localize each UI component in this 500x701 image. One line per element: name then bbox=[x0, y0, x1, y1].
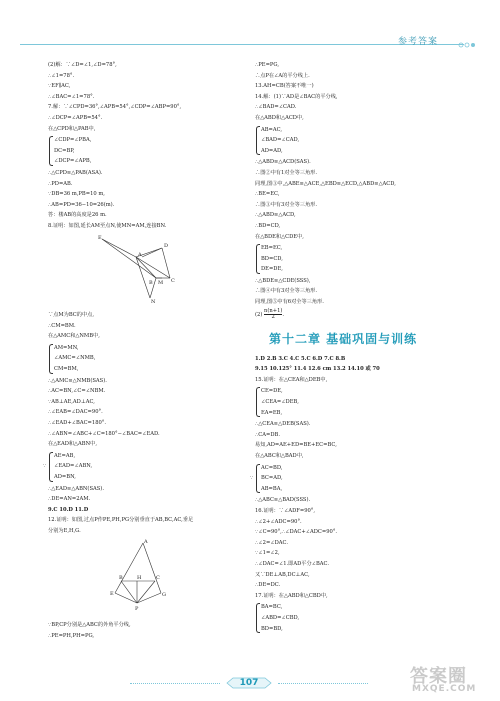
brace-line: ∠EAD=∠ABN, bbox=[54, 463, 93, 470]
brace-line: BA=BC, bbox=[261, 604, 283, 611]
brace-group bbox=[255, 386, 470, 418]
brace-group bbox=[48, 135, 243, 167]
text-line: ∴△AMC≌△NMB(SAS). bbox=[48, 377, 107, 384]
text-line: 同理,图③中,△ABE≌△ACE,△EBD≌△ECD,△ABD≌△ACD, bbox=[255, 180, 396, 187]
fig2-label: E bbox=[110, 590, 114, 597]
brace-line: ∠CEA=∠DEB, bbox=[261, 399, 299, 406]
brace-group bbox=[255, 125, 470, 157]
chapter-title: 第十二章 基础巩固与训练 bbox=[269, 331, 418, 346]
answers-9-11: 9.C 10.D 11.D bbox=[48, 506, 89, 513]
text-line: 7.解：∵∠CPD=36°,∠APB=54°,∠CDP=∠ABP=90°, bbox=[48, 104, 182, 111]
page-number-badge bbox=[225, 676, 273, 690]
brace-line: AE=AB, bbox=[54, 452, 76, 459]
text-line: 在△CPD和△PAB中, bbox=[48, 125, 96, 132]
fig1-label: E bbox=[98, 234, 102, 241]
brace-line: AD=BN, bbox=[54, 474, 76, 480]
brace-line: AB=BA, bbox=[261, 485, 283, 492]
watermark-logo: 答案圈 bbox=[410, 666, 467, 687]
text-line: ∴△ABD≌△ACD, bbox=[255, 212, 296, 219]
geometry-figure-2 bbox=[93, 539, 173, 614]
text-line: 17.证明：在△ABD和△CBD中, bbox=[255, 592, 328, 599]
text-line: ∴AC=BN,∠C=∠NBM. bbox=[48, 388, 106, 395]
text-line: ∴BD=CD, bbox=[255, 222, 281, 229]
text-line: 16.证明：∵∠ADF=90°, bbox=[255, 507, 316, 514]
text-line: ∴∠2+∠ADC=90°. bbox=[255, 518, 302, 525]
brace-line: EB=EC, bbox=[261, 245, 283, 252]
text-line: ∴PE=PH,PH=PG, bbox=[48, 632, 95, 639]
left-column bbox=[43, 60, 243, 641]
text-line: ∴AB=PD=36−10=26(m). bbox=[48, 201, 115, 208]
fig2-label: C bbox=[156, 574, 160, 581]
text-line: ∴PD=AB. bbox=[48, 180, 73, 187]
text-line: ∴∠BAD=∠CAD. bbox=[255, 104, 297, 111]
text-line: ∴∠DCP=∠APB=54°. bbox=[48, 114, 103, 121]
fig1-label: C bbox=[171, 277, 175, 284]
text-line: ∴CA=DB. bbox=[255, 431, 280, 438]
fig1-label: N bbox=[151, 298, 156, 304]
text-line: ∴∠2=∠DAC. bbox=[255, 539, 288, 546]
answers-line: 9.15 10.125° 11.4 12.6 cm 13.2 14.10 或 70 bbox=[255, 366, 380, 373]
geometry-figure-1 bbox=[98, 234, 178, 304]
text-line: 答：楼AB的高度是26 m. bbox=[48, 212, 107, 219]
text-line: ∴△EAD≌△ABN(SAS). bbox=[48, 485, 104, 492]
brace-line: ∠BAD=∠CAD, bbox=[261, 137, 300, 144]
text-line: ∴PE=PG, bbox=[255, 62, 280, 68]
brace-line: BC=AD, bbox=[261, 475, 283, 482]
brace-line: AM=MN, bbox=[54, 344, 79, 351]
fig2-label: H bbox=[137, 574, 142, 581]
brace-line: BD=BD, bbox=[261, 625, 283, 632]
text-line: 在△BDE和△CDE中, bbox=[255, 233, 304, 240]
text-line: ∴DE=AN=2AM. bbox=[48, 496, 91, 503]
brace-line: AB=AC, bbox=[261, 126, 283, 133]
watermark-url: MXQE.COM bbox=[412, 684, 477, 694]
text-line: ∴△ABC≌△BAD(SSS). bbox=[255, 497, 311, 504]
text-line: ∴∠ABN=∠ABC+∠C=180°−∠BAC=∠EAD. bbox=[48, 430, 160, 437]
brace-line: AC=BD, bbox=[261, 464, 283, 471]
text-line: ∵EF∥AC, bbox=[48, 83, 71, 90]
text-line: ∴△BDE≌△CDE(SSS), bbox=[255, 277, 311, 284]
text-line: 15.证明：在△CEA和△DEB中, bbox=[255, 376, 328, 383]
text-line: ∴∠BAC=∠1=78°. bbox=[48, 93, 95, 100]
because-symbol: ∵ bbox=[43, 462, 47, 469]
fig2-label: G bbox=[162, 591, 166, 598]
text-line: (2)解：∵∠D=∠1,∠D=78°, bbox=[48, 62, 117, 68]
answers-line: 1.D 2.B 3.C 4.C 5.C 6.D 7.C 8.B bbox=[255, 355, 346, 362]
text-line: ∴∠1=78°. bbox=[48, 72, 75, 79]
text-line: 13.AH=CB(答案不唯一) bbox=[255, 83, 314, 90]
brace-group bbox=[48, 343, 243, 375]
text-line: 14.解：(1)∵AD是∠BAC的平分线, bbox=[255, 93, 338, 100]
text-line: ∴图③中有3对全等三角形. bbox=[255, 201, 318, 208]
brace-group bbox=[255, 463, 470, 495]
brace-line: ∠CDP=∠PBA, bbox=[54, 137, 92, 144]
brace-group bbox=[255, 243, 470, 275]
text-line: 在△EAD和△ABN中, bbox=[48, 441, 97, 448]
fig1-label: A bbox=[138, 251, 142, 258]
fig1-label: D bbox=[164, 242, 169, 249]
text-line: 易知,AD=AE+ED=BE+EC=BC, bbox=[255, 442, 337, 449]
text-line: 又∵DE⊥AB,DC⊥AC, bbox=[255, 571, 310, 578]
text-line: 在△ABD和△ACD中, bbox=[255, 114, 304, 121]
brace-line: DC=BP, bbox=[54, 147, 75, 154]
text-line: ∴∠EAD+∠BAC=180°. bbox=[48, 420, 107, 427]
text-line: ∴△CPD≌△PAB(ASA). bbox=[48, 169, 103, 176]
text-line: ∴图②中有1对全等三角形. bbox=[255, 169, 318, 176]
text-line: ∵AB⊥AE,AD⊥AC, bbox=[48, 398, 95, 405]
brace-line: CE=DE, bbox=[261, 388, 283, 395]
because-symbol: ∵ bbox=[250, 474, 254, 481]
text-line: ∴CM=BM. bbox=[48, 322, 76, 329]
text-line: ∴△ABD≌△ACD(SAS). bbox=[255, 159, 311, 166]
formula-line: (2) $\frac{n(n+1)}{2}$ . bbox=[255, 307, 285, 320]
text-line: ∴∠EAB=∠DAC=90°. bbox=[48, 409, 103, 416]
brace-line: ∠AMC=∠NMB, bbox=[54, 355, 96, 362]
text-line: 在△AMC和△NMB中, bbox=[48, 333, 100, 340]
text-line: ∴BE=EC, bbox=[255, 191, 280, 198]
header-title: 参考答案 bbox=[398, 37, 439, 47]
footer-dots-left bbox=[130, 683, 220, 684]
fig1-label: M bbox=[158, 279, 164, 286]
right-column bbox=[250, 60, 470, 635]
text-line: ∴∠DAC=∠1.即AD平分∠BAC. bbox=[255, 560, 329, 567]
brace-line: BD=CD, bbox=[261, 255, 283, 262]
text-line: 同理,图⑤中有6对全等三角形. bbox=[255, 299, 324, 306]
brace-line: AD=AD, bbox=[261, 147, 283, 154]
brace-group bbox=[48, 451, 243, 483]
text-line: ∵点M为BC的中点, bbox=[48, 312, 94, 319]
text-line: ∴△CEA≌△DEB(SAS). bbox=[255, 421, 311, 428]
text-line: 在△ABC和△BAD中, bbox=[255, 453, 304, 459]
text-line: ∴点P在∠A的平分线上. bbox=[255, 72, 310, 79]
text-line: ∵DB=36 m,PB=10 m, bbox=[48, 191, 105, 198]
text-line: ∵∠C=90°,∴∠DAC+∠ADC=90°. bbox=[255, 529, 338, 536]
fraction: $\frac{n(n+1)}{2}$ bbox=[264, 307, 283, 320]
text-line: ∵∠1=∠2, bbox=[255, 550, 280, 557]
text-line: 8.证明：如图,延长AM至点N,使MN=AM,连接BN. bbox=[48, 222, 167, 229]
brace-group bbox=[255, 602, 470, 634]
text-line: 12.证明：如图,过点P作PE,PH,PG分别垂直于AB,BC,AC,垂足 bbox=[48, 517, 194, 524]
text-line: ∴DE=DC. bbox=[255, 582, 281, 589]
footer-dots-right bbox=[278, 683, 368, 684]
page-number: 107 bbox=[239, 678, 259, 688]
text-line: 分别为E,H,G. bbox=[48, 527, 81, 534]
fig2-label: A bbox=[144, 538, 148, 545]
fig1-label: B bbox=[149, 279, 153, 286]
brace-line: ∠DCP=∠APB, bbox=[54, 158, 92, 165]
header-deco-icon bbox=[458, 40, 476, 50]
text-line: ∴图④中有3对全等三角形. bbox=[255, 288, 318, 295]
fig2-label: B bbox=[119, 574, 123, 581]
brace-line: ∠ABD=∠CBD, bbox=[261, 614, 300, 621]
brace-line: EA=EB, bbox=[261, 409, 283, 416]
fig2-label: P bbox=[135, 605, 139, 612]
text-line: ∵BP,CP分别是△ABC的外角平分线, bbox=[48, 622, 131, 629]
brace-line: CM=BM, bbox=[54, 366, 79, 373]
brace-line: DE=DE, bbox=[261, 266, 283, 273]
